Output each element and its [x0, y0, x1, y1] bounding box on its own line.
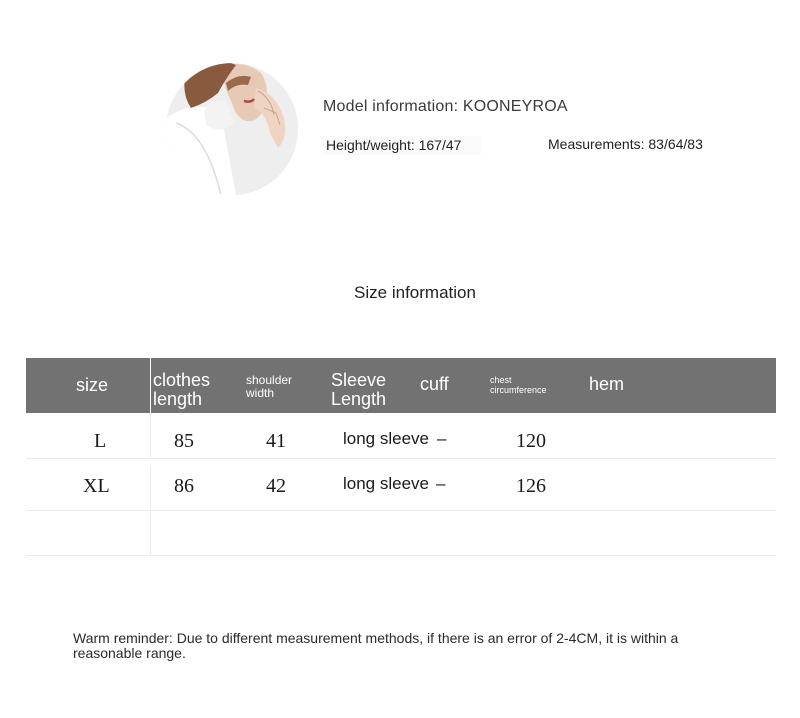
model-information: Model information: KOONEYROA [323, 98, 568, 115]
cell-shoulder-width: 42 [266, 475, 286, 497]
cell-cuff: – [437, 429, 447, 448]
table-row [26, 414, 776, 459]
cell-chest: 120 [516, 430, 546, 452]
size-table-header [26, 358, 776, 413]
header-size: size [76, 375, 109, 395]
row-divider [150, 466, 151, 510]
header-cuff: cuff [420, 374, 449, 394]
model-avatar [166, 63, 298, 195]
header-hem: hem [589, 374, 625, 394]
model-measurements: Measurements: 83/64/83 [548, 136, 703, 152]
table-row [26, 511, 776, 556]
cell-shoulder-width: 41 [266, 430, 286, 452]
cell-chest: 126 [516, 475, 546, 497]
header-shoulder-width: shoulder width [246, 373, 293, 401]
model-photo [166, 63, 298, 195]
cell-cuff: – [436, 474, 446, 493]
header-divider [150, 358, 151, 413]
cell-clothes-length: 85 [174, 430, 194, 452]
cell-sleeve-length: long sleeve [343, 474, 430, 493]
header-chest-circumference: chest circumference [490, 375, 547, 395]
cell-size: XL [83, 475, 110, 497]
cell-clothes-length: 86 [174, 475, 194, 497]
cell-sleeve-length: long sleeve [343, 429, 430, 448]
header-clothes-length: clothes length [153, 370, 211, 409]
header-sleeve-length: Sleeve Length [331, 370, 387, 409]
row-divider [150, 414, 151, 458]
cell-size: L [94, 430, 107, 452]
warm-reminder: Warm reminder: Due to different measurement methods, if there is an error of 2-4CM, it is within a reasonable range. [73, 630, 679, 662]
table-row [26, 466, 776, 511]
section-title: Size information [354, 283, 476, 302]
model-height-weight: Height/weight: 167/47 [323, 136, 481, 155]
row-divider [150, 511, 151, 555]
